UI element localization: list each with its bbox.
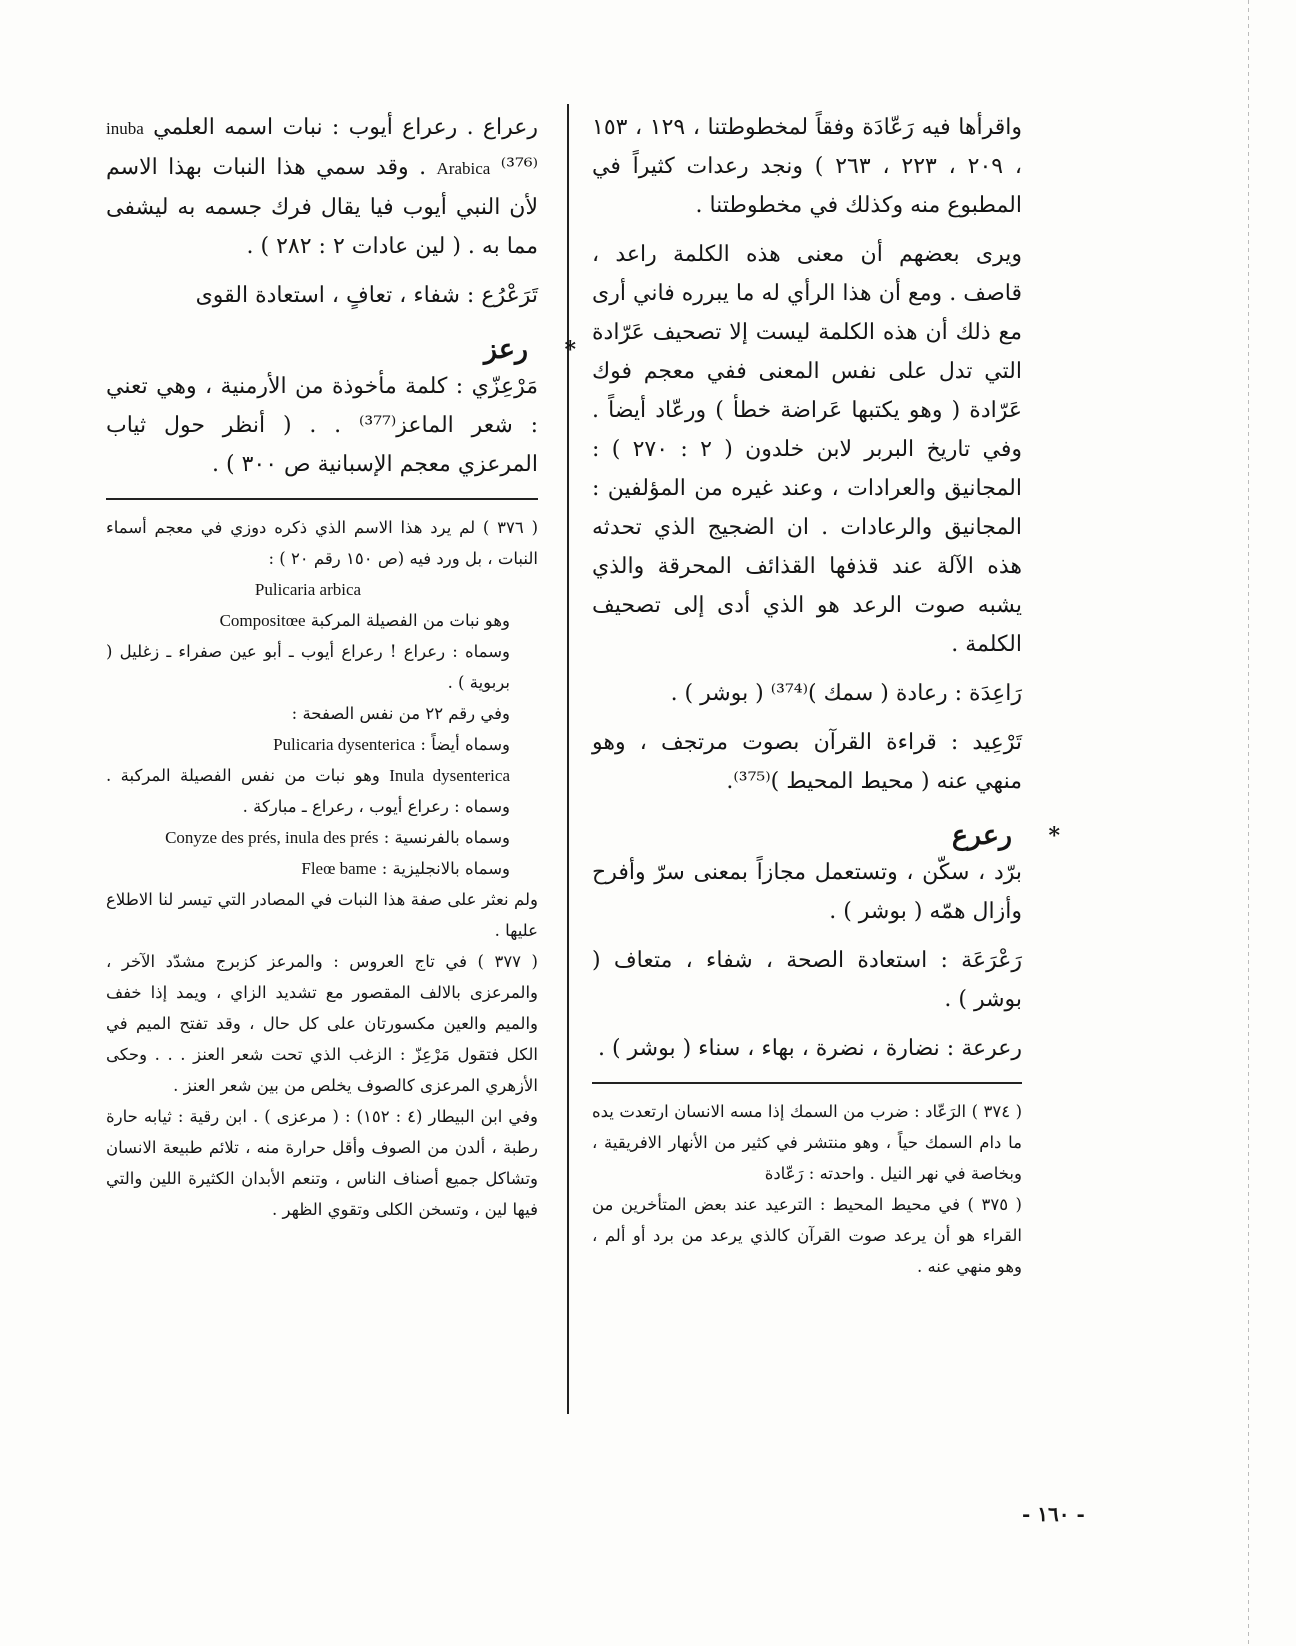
footnote-line <box>106 822 538 853</box>
latin-term: Fleœ bame <box>301 859 377 878</box>
footnote-text: وسماه بالفرنسية : <box>383 828 510 847</box>
footnote: ( ٣٧٥ ) في محيط المحيط : الترعيد عند بعض المتأخرين من القراء هو أن يرعد صوت القرآن كالذي يرعد من برد أو ألم ، وهو منهي عنه . <box>592 1195 1022 1276</box>
footnote-line <box>106 729 538 760</box>
latin-term: Compositœe <box>219 611 306 630</box>
paragraph: برّد ، سكّن ، وتستعمل مجازاً بمعنى سرّ وأفرح وأزال همّه ( بوشر ) . <box>592 860 1022 924</box>
footnote: ( ٣٧٦ ) لم يرد هذا الاسم الذي ذكره دوزي في معجم أسماء النبات ، بل ورد فيه (ص ١٥٠ رقم ٢٠ ) : <box>106 518 539 568</box>
footnote-line: وسماه : رعراع ! رعراع أيوب ـ أبو عين صفراء ـ زغليل ( بربوية ) . <box>106 642 510 692</box>
paragraph: واقرأها فيه رَعّادَة وفقاً لمخطوطتنا ، ١٢٩ ، ١٥٣ ، ٢٠٩ ، ٢٢٣ ، ٢٦٣ ) ونجد رعدات كثيراً في المطبوع منه وكذلك في مخطوطتنا . <box>592 115 1023 218</box>
asterisk-icon: * <box>1048 823 1060 849</box>
latin-term: Pulicaria dysenterica <box>273 735 416 754</box>
footnote: وفي ابن البيطار (٤ : ١٥٢) : ( مرعزى ) . ابن رقية : ثيابه حارة رطبة ، ألدن من الصوف وأقل حرارة منه ، تلائم طبيعة الانسان وتشاكل جميع أصناف الناس ، وتنعم الأبدان الكثيرة اللين والتي فيها لين ، وتسخن الكلى وتقوي الظهر . <box>106 1107 538 1219</box>
paragraph: ويرى بعضهم أن معنى هذه الكلمة راعد ، قاصف . ومع أن هذا الرأي له ما يبرره فاني أرى مع ذلك أن هذه الكلمة ليست إلا تصحيف عَرّادة التي تدل على نفس المعنى ففي معجم فوك عَرّادة ( وهو يكتبها عَراضة خطأ ) ورعّاد أيضاً . وفي تاريخ البربر لابن خلدون ( ٢ : ٢٧٠ ) : المجانيق والعرادات ، وعند غيره من المؤلفين : المجانيق والرعادات . ان الضجيج الذي تحدثه هذه الآلة عند قذفها القذائف المحرقة والذي يشبه صوت الرعد هو الذي أدى إلى تصحيف الكلمة . <box>592 242 1022 657</box>
paragraph: تَرْعِيد : قراءة القرآن بصوت مرتجف ، وهو منهي عنه ( محيط المحيط )⁽³⁷⁵⁾. <box>592 730 1022 794</box>
left-column <box>106 108 576 1225</box>
footnote-text: وهو نبات من نفس الفصيلة المركبة . وسماه : رعراع أيوب ، رعراع ـ مباركة . <box>106 766 510 816</box>
footnote: ( ٣٧٧ ) في تاج العروس : والمرعز كزبرج مشدّد الآخر ، والمرعزى بالالف المقصور مع تشديد الزاي ، ويمد إذا خفف والميم والعين مكسورتان على كل حال ، وقد تفتح الميم في الكل فتقول مَرْعِزّ : الزغب الذي تحت شعر العنز . . . وحكى الأزهري المرعزى كالصوف يخلص من بين شعر العنز . <box>106 952 538 1095</box>
paragraph <box>106 108 538 266</box>
entry-heading <box>592 819 1060 853</box>
latin-term: Conyze des prés, inula des prés <box>165 828 379 847</box>
footnote-text: وسماه أيضاً : <box>420 735 510 754</box>
footnote-rule <box>106 498 538 500</box>
latin-term: Pulicaria arbica <box>254 580 362 599</box>
paragraph: رعرعة : نضارة ، نضرة ، بهاء ، سناء ( بوشر ) . <box>597 1036 1022 1061</box>
footnote-line: وفي رقم ٢٢ من نفس الصفحة : <box>291 704 510 723</box>
latin-term: Inula dysenterica <box>389 766 510 785</box>
footnote: ( ٣٧٤ ) الرَعّاد : ضرب من السمك إذا مسه الانسان ارتعدت يده ما دام السمك حياً ، وهو منتشر في كثير من الأنهار الافريقية ، وبخاصة في نهر النيل . واحدته : رَعّادة <box>592 1102 1023 1183</box>
paragraph-text: ⁽³⁷⁶⁾ . وقد سمي هذا النبات بهذا الاسم لأن النبي أيوب فيا يقال فرك جسمه به ليشفى مما به . ( لين عادات ٢ : ٢٨٢ ) . <box>106 155 538 259</box>
footnote-line <box>106 605 538 636</box>
footnote-line <box>106 853 538 884</box>
footnote-text: وسماه بالانجليزية : <box>381 859 510 878</box>
footnote-text: وهو نبات من الفصيلة المركبة <box>310 611 510 630</box>
paragraph-text: رعراع . رعراع أيوب : نبات اسمه العلمي <box>153 115 538 140</box>
paragraph: رَاعِدَة : رعادة ( سمك )⁽³⁷⁴⁾ ( بوشر ) . <box>670 681 1022 706</box>
footnote-latin <box>106 574 538 605</box>
entry-heading-word: رعز <box>483 334 528 365</box>
footnote-line: ولم نعثر على صفة هذا النبات في المصادر التي تيسر لنا الاطلاع عليها . <box>106 890 538 940</box>
footnote-line <box>106 760 538 822</box>
paragraph: مَرْعِزّي : كلمة مأخوذة من الأرمنية ، وهي تعني : شعر الماعز⁽³⁷⁷⁾ . . ( أنظر حول ثياب المرعزي معجم الإسبانية ص ٣٠٠ ) . <box>106 374 538 477</box>
paragraph: تَرَعْرُع : شفاء ، تعافٍ ، استعادة القوى <box>195 283 538 308</box>
footnote-rule <box>592 1082 1022 1084</box>
entry-heading-word: رعرع <box>951 820 1012 851</box>
page-number: - ١٦٠ - <box>1022 1502 1085 1526</box>
column-divider <box>567 104 569 1414</box>
right-column <box>592 108 1060 1282</box>
paragraph: رَعْرَعَة : استعادة الصحة ، شفاء ، متعاف ( بوشر ) . <box>592 948 1022 1012</box>
entry-heading <box>106 333 576 367</box>
scan-edge-line <box>1248 0 1249 1646</box>
latin-term: inuba Arabica <box>106 119 491 178</box>
asterisk-icon: * <box>564 337 576 363</box>
